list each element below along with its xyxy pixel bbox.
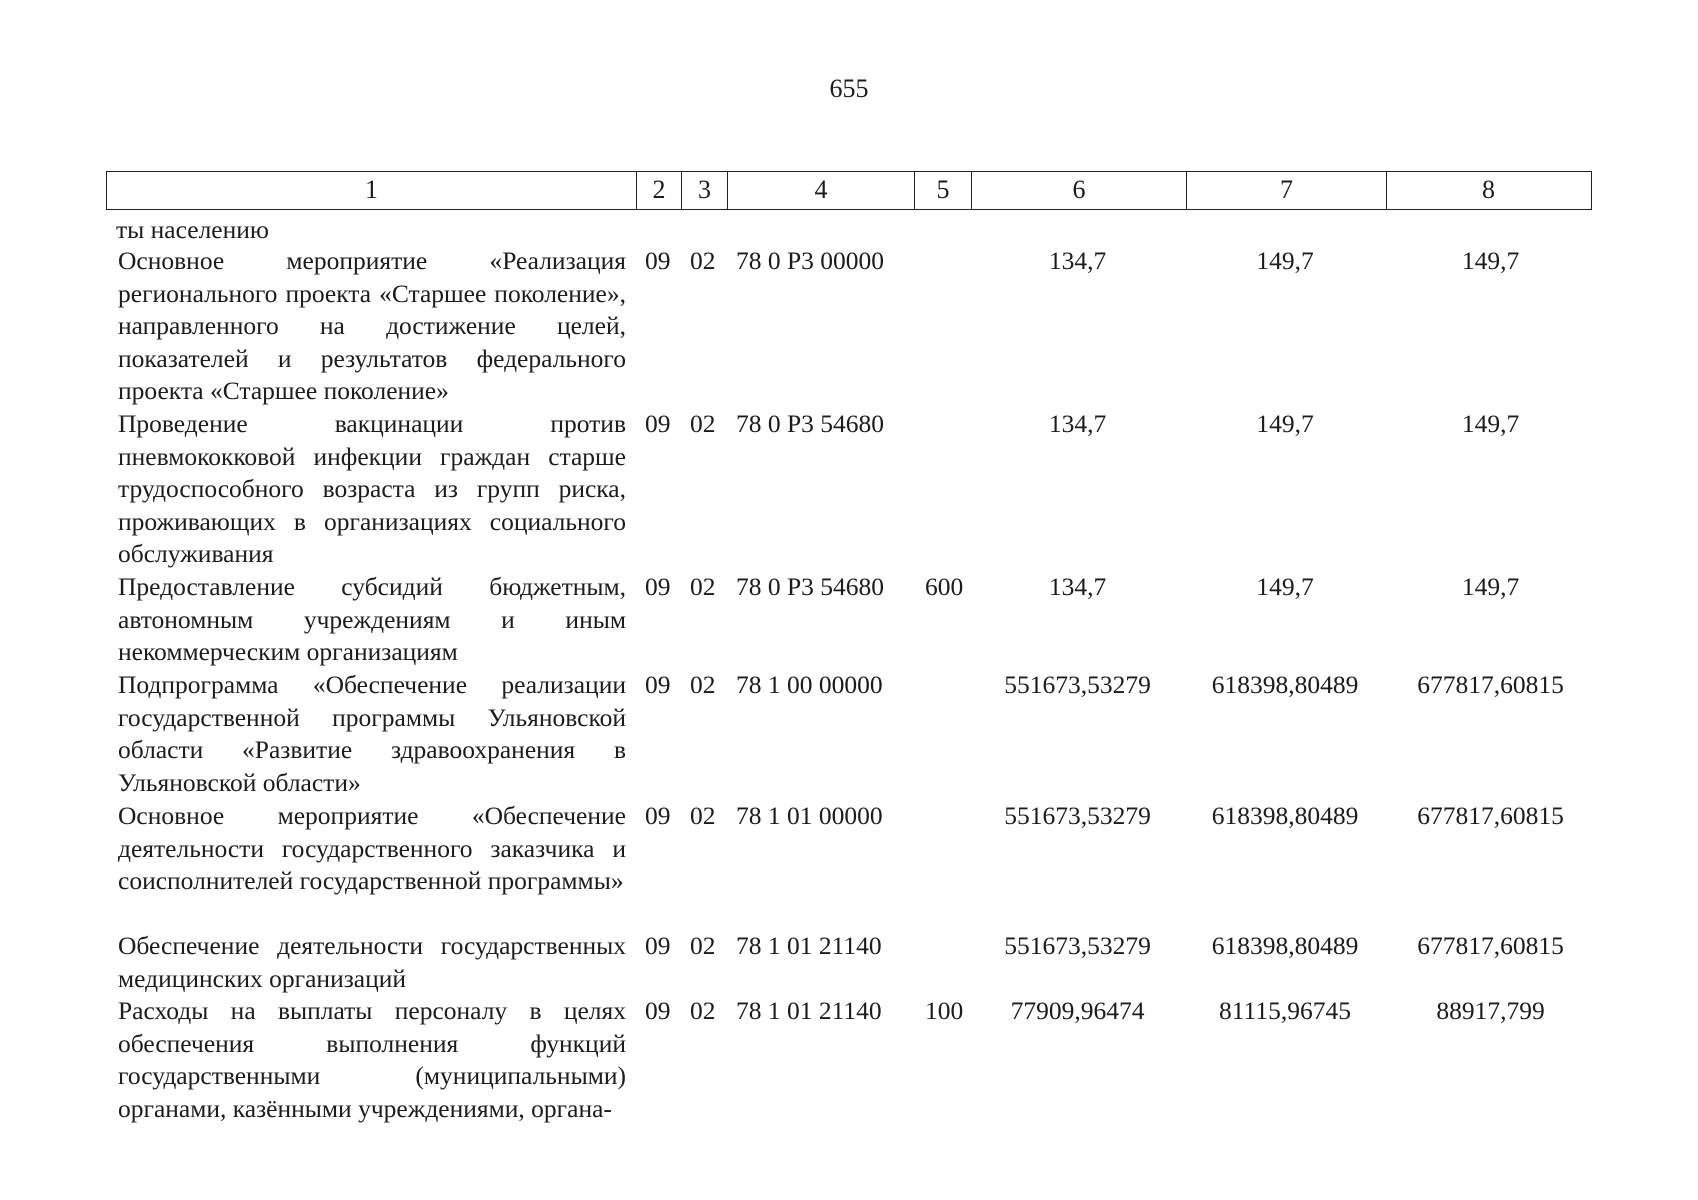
page-number: 655 <box>829 74 869 103</box>
header-cell-3: 3 <box>682 172 728 209</box>
header-cell-1: 1 <box>107 172 637 209</box>
header-cell-7: 7 <box>1187 172 1387 209</box>
row-col7: 618398,80489 <box>1211 801 1359 830</box>
row-description: Расходы на выплаты персоналу в целях обеспечения выполнения функций государственными (муниципальными) органами, казёнными учреждениями, органа- <box>118 996 626 1123</box>
row-col2: 09 <box>645 409 671 438</box>
row-col7: 81115,96745 <box>1219 996 1351 1025</box>
row-col3: 02 <box>690 572 716 601</box>
row-col2: 09 <box>645 572 671 601</box>
row-col4: 78 0 P3 00000 <box>736 246 885 275</box>
header-cell-5: 5 <box>915 172 972 209</box>
row-description: Обеспечение деятельности государственных медицинских организаций <box>118 931 626 993</box>
row-col7: 149,7 <box>1256 246 1314 275</box>
row-col8: 149,7 <box>1461 572 1520 601</box>
row-description: Проведение вакцинации против пневмококковой инфекции граждан старше трудоспособного возраста из групп риска, проживающих в организациях социального обслуживания <box>118 409 626 569</box>
row-col2: 09 <box>645 996 671 1025</box>
header-cell-2: 2 <box>637 172 682 209</box>
row-col2: 09 <box>645 931 671 960</box>
row-col5: 600 <box>925 572 964 601</box>
row-description: Подпрограмма «Обеспечение реализации государственной программы Ульяновской области «Развитие здравоохранения в Ульяновской области» <box>118 670 626 797</box>
continuation-text: ты населению <box>116 215 269 244</box>
row-description: Основное мероприятие «Реализация регионального проекта «Старшее поколение», направленного на достижение целей, показателей и результатов федерального проекта «Старшее поколение» <box>118 246 626 406</box>
row-col8: 677817,60815 <box>1417 801 1564 830</box>
row-col5: 100 <box>925 996 964 1025</box>
header-cell-4: 4 <box>728 172 915 209</box>
row-col6: 134,7 <box>1048 246 1107 275</box>
row-col2: 09 <box>645 246 671 275</box>
header-cell-6: 6 <box>972 172 1187 209</box>
row-col8: 677817,60815 <box>1417 931 1564 960</box>
row-col3: 02 <box>690 931 716 960</box>
row-col2: 09 <box>645 670 671 699</box>
row-col6: 551673,53279 <box>1004 670 1151 699</box>
row-col4: 78 1 00 00000 <box>736 670 883 699</box>
row-col6: 77909,96474 <box>1010 996 1145 1025</box>
row-col2: 09 <box>645 801 671 830</box>
row-description: Предоставление субсидий бюджетным, автономным учреждениям и иным некоммерческим организациям <box>118 572 626 667</box>
row-col4: 78 0 P3 54680 <box>736 409 885 438</box>
row-col6: 551673,53279 <box>1004 801 1151 830</box>
row-col6: 551673,53279 <box>1004 931 1151 960</box>
row-col7: 149,7 <box>1256 572 1314 601</box>
row-col4: 78 1 01 21140 <box>736 931 882 960</box>
row-col3: 02 <box>690 409 716 438</box>
row-col3: 02 <box>690 246 716 275</box>
row-col7: 149,7 <box>1256 409 1314 438</box>
row-col8: 88917,799 <box>1436 996 1545 1025</box>
row-col3: 02 <box>690 670 716 699</box>
header-cell-8: 8 <box>1482 175 1495 204</box>
table-header <box>106 171 1592 210</box>
row-col6: 134,7 <box>1048 409 1107 438</box>
row-col4: 78 1 01 21140 <box>736 996 882 1025</box>
row-description: Основное мероприятие «Обеспечение деятельности государственного заказчика и соисполнителей государственной программы» <box>118 801 626 896</box>
row-col8: 149,7 <box>1461 409 1520 438</box>
row-col3: 02 <box>690 996 716 1025</box>
row-col6: 134,7 <box>1048 572 1107 601</box>
row-col8: 677817,60815 <box>1417 670 1564 699</box>
row-col4: 78 1 01 00000 <box>736 801 883 830</box>
row-col8: 149,7 <box>1461 246 1520 275</box>
row-col7: 618398,80489 <box>1211 670 1359 699</box>
row-col3: 02 <box>690 801 716 830</box>
row-col7: 618398,80489 <box>1211 931 1359 960</box>
row-col4: 78 0 P3 54680 <box>736 572 885 601</box>
